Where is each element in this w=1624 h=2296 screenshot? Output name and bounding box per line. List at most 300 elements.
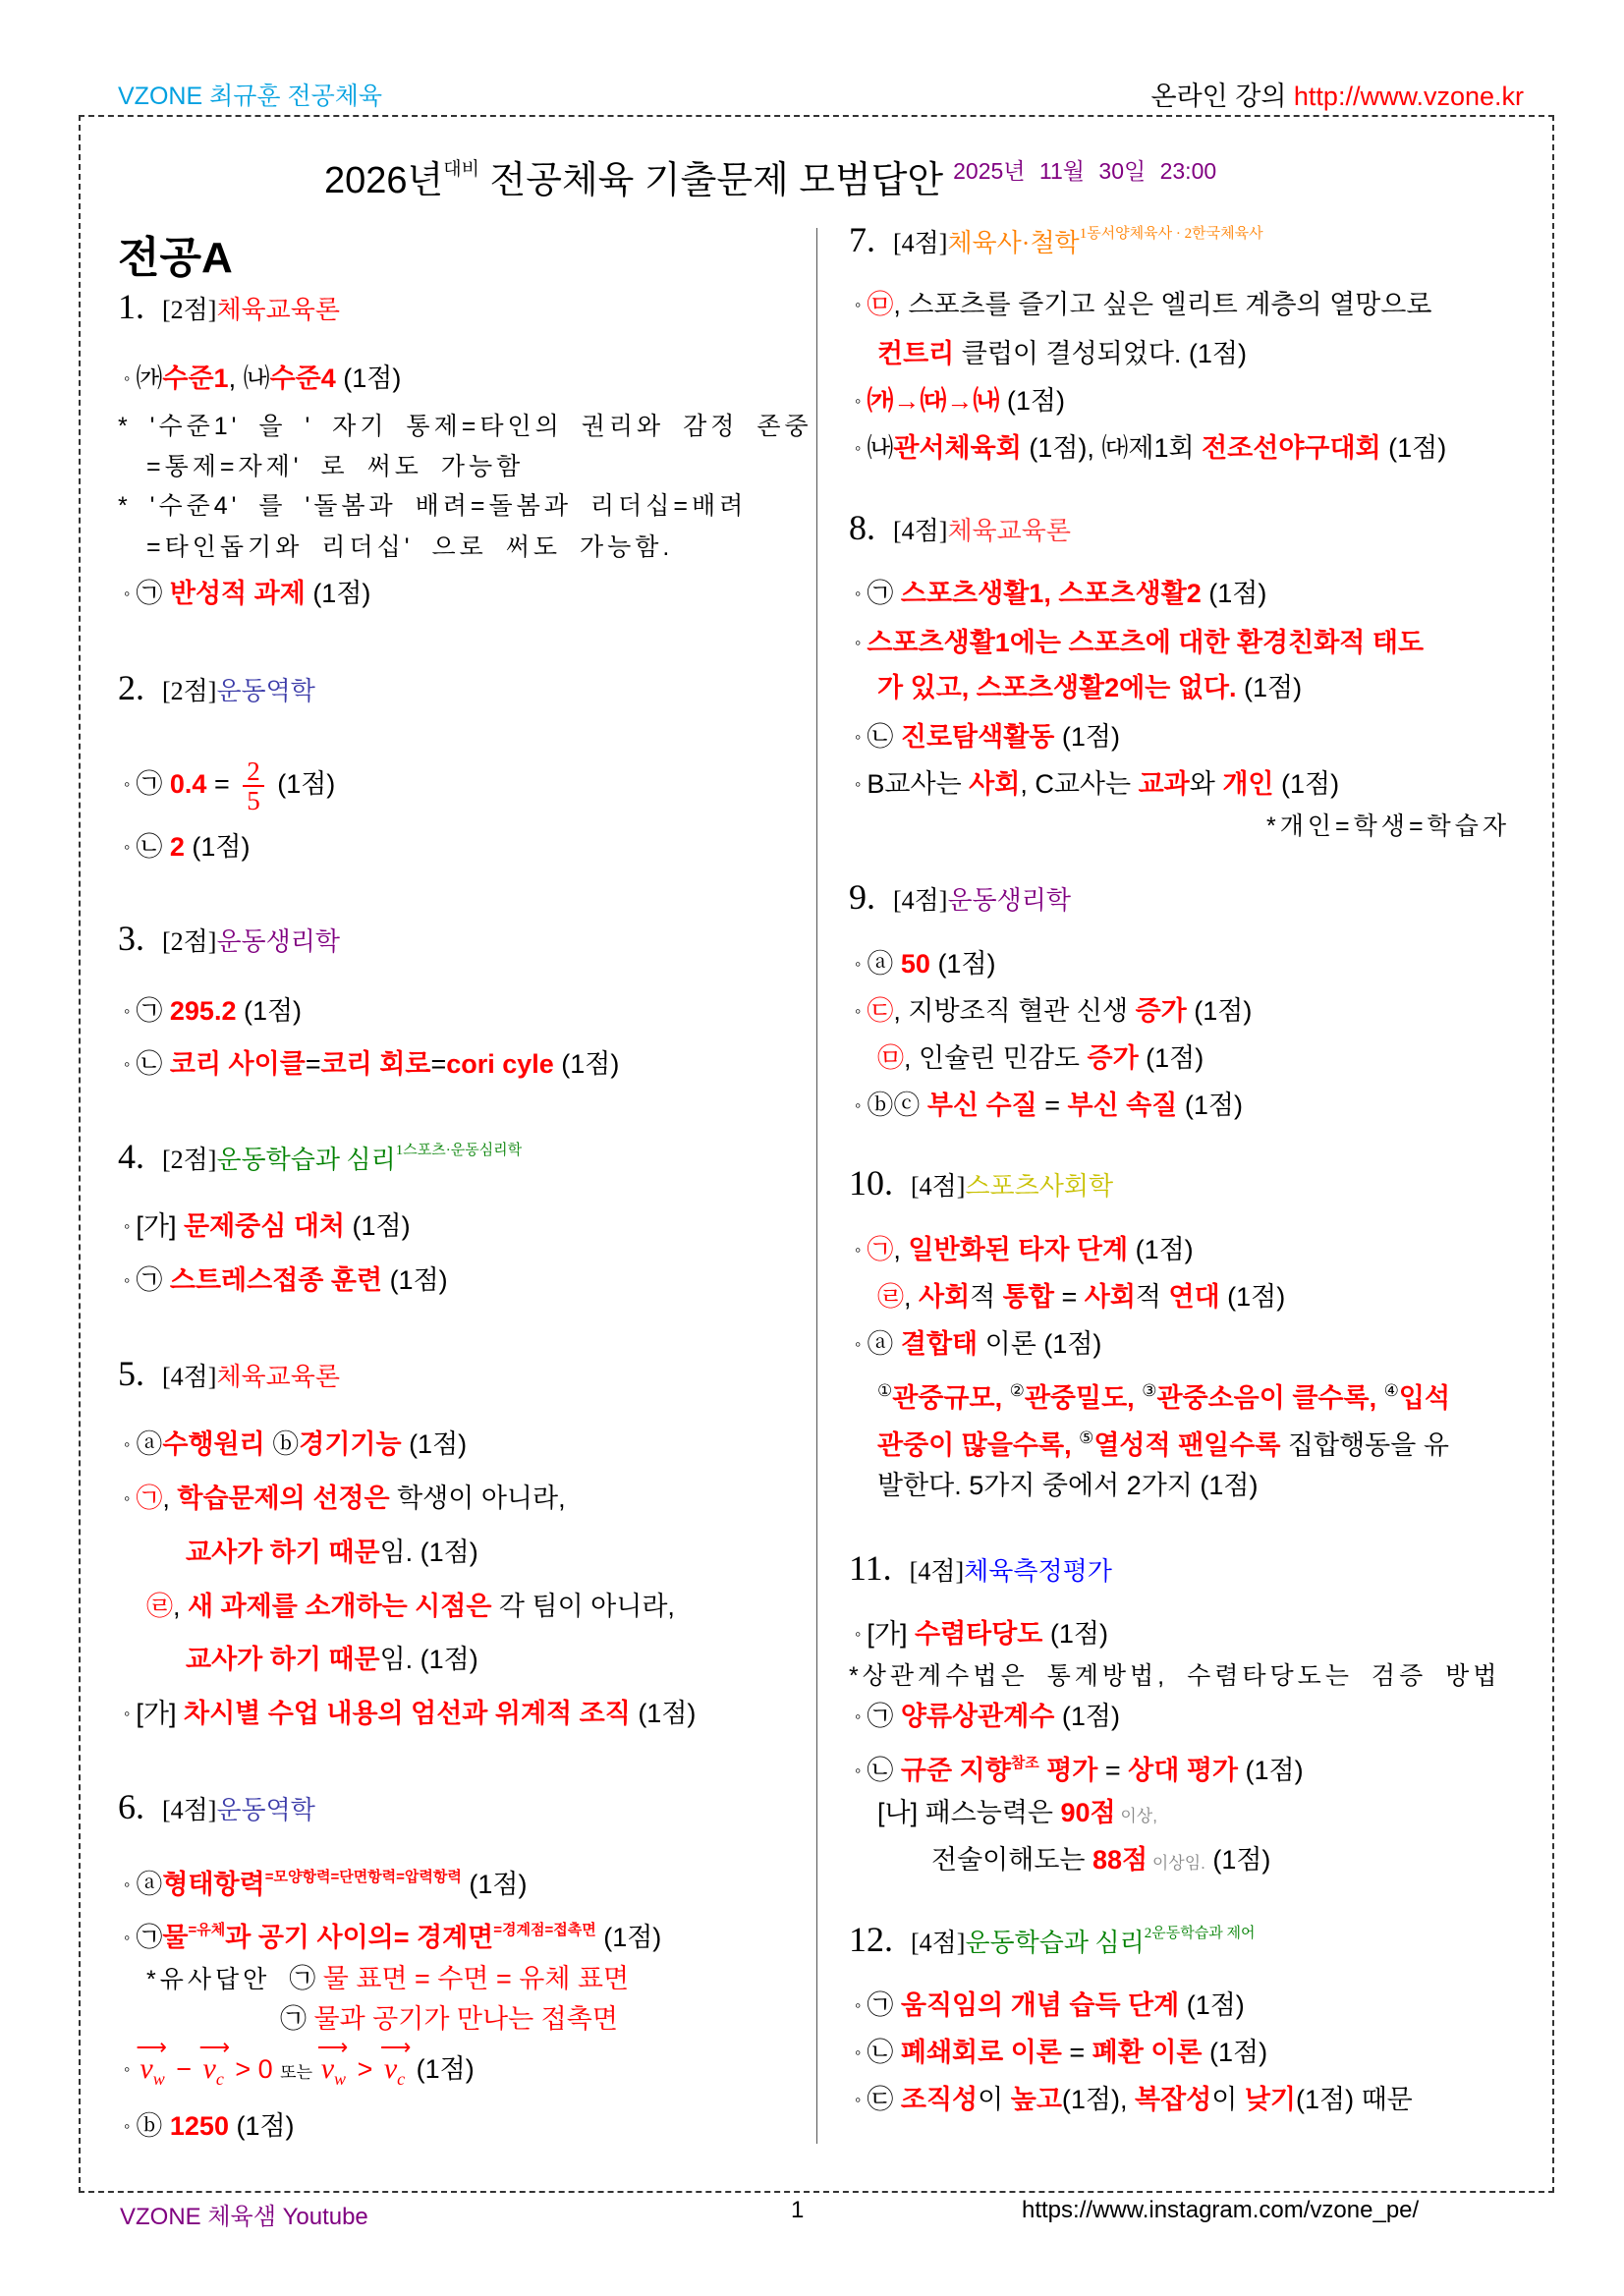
question-number: 7. bbox=[849, 220, 875, 259]
answer-line bbox=[1266, 808, 1510, 844]
answer-text: 제1회 bbox=[1128, 433, 1203, 463]
bullet-icon: ◦ bbox=[855, 2043, 862, 2062]
circled-marker: ⓐ bbox=[867, 949, 894, 979]
answer-line bbox=[931, 1842, 1270, 1881]
title-year: 2026년 bbox=[324, 160, 444, 201]
answer-text: (1점) bbox=[1186, 996, 1253, 1026]
question-points: [2점] bbox=[162, 677, 217, 705]
circled-marker: ㉡ bbox=[136, 1049, 163, 1079]
vector-symbol: v bbox=[140, 2052, 153, 2085]
answer-keyword: 사회 bbox=[919, 1282, 971, 1312]
answer-keyword: 규준 지향 bbox=[893, 1756, 1011, 1785]
answer-text-red: 물과 공기가 만나는 접촉면 bbox=[307, 2004, 618, 2034]
answer-line bbox=[124, 829, 251, 865]
answer-keyword: 0.4 bbox=[162, 769, 207, 800]
question-points: [4점] bbox=[909, 1557, 965, 1586]
question-subject: 운동학습과 심리 bbox=[216, 1146, 396, 1174]
answer-text: 학생이 아니라, bbox=[389, 1484, 566, 1513]
answer-keyword: 문제중심 대처 bbox=[183, 1211, 345, 1241]
answer-keyword: 통합 bbox=[1002, 1282, 1054, 1312]
velocity-vector bbox=[136, 2035, 167, 2097]
answer-text: (1점) bbox=[228, 2111, 295, 2141]
answer-text: (1점) bbox=[461, 1870, 528, 1899]
header-url-link[interactable]: http://www.vzone.kr bbox=[1293, 82, 1524, 111]
circled-marker: ㉠ bbox=[136, 1923, 163, 1952]
velocity-vector bbox=[379, 2035, 412, 2097]
circled-marker: ㈐ bbox=[1101, 433, 1129, 463]
answer-line bbox=[146, 1589, 675, 1624]
answer-text: , bbox=[904, 1282, 920, 1312]
answer-keyword: 전조선야구대회 bbox=[1202, 433, 1381, 463]
circled-marker: ㉠ bbox=[289, 1964, 316, 1993]
bullet-icon: ◦ bbox=[124, 2059, 131, 2079]
answer-text: (1점) bbox=[1204, 1845, 1271, 1875]
answer-text: , 스포츠를 즐기고 싶은 엘리트 계층의 열망으로 bbox=[893, 290, 1432, 319]
answer-keyword: 관서체육회 bbox=[893, 433, 1022, 463]
answer-line bbox=[877, 670, 1302, 705]
bullet-icon: ◦ bbox=[855, 1334, 862, 1354]
answer-line bbox=[124, 2108, 295, 2144]
answer-line bbox=[855, 2082, 1413, 2117]
bullet-icon: ◦ bbox=[124, 837, 131, 857]
answer-keyword: 폐환 이론 bbox=[1092, 2038, 1203, 2067]
bullet-icon: ◦ bbox=[124, 1270, 131, 1290]
answer-keyword: cori cyle bbox=[446, 1049, 554, 1079]
answer-text: [가] bbox=[136, 1699, 184, 1728]
answer-keyword: 높고 bbox=[1010, 2085, 1062, 2114]
circled-marker: ㉡ bbox=[867, 1756, 894, 1785]
title-date: 2025년 11월 30일 23:00 bbox=[953, 158, 1217, 184]
answer-line bbox=[877, 1421, 1449, 1463]
answer-text: (1점) bbox=[630, 1699, 697, 1728]
vector-symbol: v bbox=[320, 2052, 335, 2085]
circled-marker: ㉡ bbox=[136, 832, 163, 862]
answer-keyword: 관중규모, bbox=[892, 1383, 1010, 1413]
answer-keyword: 상대 평가 bbox=[1128, 1756, 1239, 1785]
bullet-icon: ◦ bbox=[855, 1995, 862, 2015]
circled-marker: ㉠ bbox=[867, 1990, 894, 2020]
circled-marker: ㉠ bbox=[136, 769, 163, 800]
question-number: 2. bbox=[118, 668, 144, 707]
answer-text: , bbox=[228, 364, 244, 393]
answer-text: , bbox=[893, 1235, 909, 1264]
fraction bbox=[243, 757, 264, 814]
question-number: 8. bbox=[849, 508, 875, 547]
answer-text: 클럽이 결성되었다. (1점) bbox=[954, 339, 1247, 368]
answer-keyword: 교사가 하기 때문 bbox=[186, 1538, 380, 1567]
answer-text: (1점) bbox=[1054, 722, 1120, 752]
question-heading bbox=[849, 1162, 1113, 1204]
note-text: * '수준4' 를 '돌봄과 배려=돌봄과 리더십=배려 bbox=[118, 492, 748, 520]
small-note: 이상임. bbox=[1148, 1854, 1205, 1873]
bullet-icon: ◦ bbox=[855, 1240, 862, 1260]
note-text: * '수준1' 을 ' 자기 통제=타인의 권리와 감정 존중 bbox=[118, 413, 812, 440]
answer-line bbox=[124, 1208, 411, 1244]
bullet-icon: ◦ bbox=[855, 1095, 862, 1115]
answer-text: , bbox=[173, 1592, 189, 1621]
answer-text: , 인슐린 민감도 bbox=[904, 1043, 1088, 1073]
answer-keyword: 연대 bbox=[1168, 1282, 1220, 1312]
answer-keyword: 개인 bbox=[1222, 769, 1274, 799]
answer-line bbox=[146, 1961, 629, 1997]
question-number: 6. bbox=[118, 1787, 144, 1826]
answer-line bbox=[855, 1232, 1194, 1267]
answer-keyword: 사회 bbox=[1084, 1282, 1136, 1312]
circled-number-marker: ③ bbox=[1142, 1381, 1157, 1400]
answer-keyword: 복잡성 bbox=[1135, 2085, 1212, 2114]
circled-marker: ㈏ bbox=[867, 433, 894, 463]
answer-text: (1점), bbox=[1021, 433, 1102, 463]
question-points: [2점] bbox=[162, 296, 217, 324]
question-number: 12. bbox=[849, 1920, 893, 1959]
bullet-icon: ◦ bbox=[124, 1928, 131, 1947]
vector-arrow-icon: ⟶ bbox=[198, 2035, 231, 2059]
question-heading bbox=[118, 918, 340, 959]
answer-text-red: > bbox=[350, 2054, 380, 2084]
bullet-icon: ◦ bbox=[124, 584, 131, 603]
answer-text: (1점) bbox=[184, 832, 251, 862]
circled-marker-red: ㉤ bbox=[867, 290, 894, 319]
answer-line bbox=[146, 529, 673, 565]
answer-line bbox=[855, 766, 1339, 802]
fraction-denominator: 5 bbox=[247, 786, 260, 815]
circled-marker: ㉠ bbox=[867, 579, 894, 608]
question-number: 3. bbox=[118, 919, 144, 958]
answer-text: (1점) bbox=[409, 2054, 475, 2084]
answer-keyword: 50 bbox=[893, 949, 930, 979]
bullet-icon: ◦ bbox=[124, 1216, 131, 1236]
answer-text-red: 물 표면 = 수면 = 유체 표면 bbox=[315, 1964, 630, 1993]
question-heading bbox=[849, 219, 1263, 260]
major-heading: 전공A bbox=[118, 234, 233, 282]
vector-arrow-icon: ⟶ bbox=[136, 2035, 167, 2059]
answer-text: (1점) bbox=[1219, 1282, 1286, 1312]
bullet-icon: ◦ bbox=[124, 774, 131, 795]
answer-line bbox=[877, 1373, 1450, 1416]
question-heading bbox=[849, 1919, 1255, 1960]
question-points: [4점] bbox=[893, 517, 948, 545]
answer-text: (1점), bbox=[1061, 2085, 1135, 2114]
answer-text: (1점) bbox=[999, 386, 1065, 416]
circled-marker: ⓐ bbox=[136, 1870, 163, 1899]
answer-text: , bbox=[162, 1484, 178, 1513]
answer-keyword: 반성적 과제 bbox=[162, 579, 306, 608]
answer-keyword: 90점 bbox=[1060, 1798, 1116, 1827]
answer-line bbox=[855, 1699, 1120, 1734]
question-points: [2점] bbox=[162, 927, 217, 956]
circled-marker-red: ㉣ bbox=[877, 1282, 904, 1312]
footer-youtube-link[interactable]: VZONE 체육샘 Youtube bbox=[120, 2204, 368, 2230]
title-text: 전공체육 기출문제 모범답안 bbox=[478, 160, 944, 201]
answer-keyword: 1250 bbox=[162, 2111, 229, 2141]
circled-marker: ⓐ bbox=[867, 1329, 894, 1359]
answer-line bbox=[855, 1746, 1304, 1788]
answer-line bbox=[877, 336, 1247, 371]
answer-keyword: 입석 bbox=[1398, 1383, 1451, 1413]
answer-text: (1점) bbox=[1236, 673, 1303, 702]
answer-keyword: 88점 bbox=[1092, 1845, 1148, 1875]
note-text: *유사답안 bbox=[146, 1966, 290, 1993]
answer-line bbox=[855, 1988, 1245, 2023]
question-number: 4. bbox=[118, 1137, 144, 1176]
answer-text: (1점) bbox=[1238, 1756, 1304, 1785]
circled-marker: ㉠ bbox=[136, 1265, 163, 1295]
answer-line bbox=[855, 576, 1266, 611]
answer-keyword: 일반화된 타자 단계 bbox=[908, 1235, 1129, 1264]
bullet-icon: ◦ bbox=[124, 1054, 131, 1074]
answer-text: [가] bbox=[136, 1211, 184, 1241]
answer-line bbox=[877, 1795, 1157, 1834]
answer-text: , C교사는 bbox=[1020, 769, 1139, 799]
answer-text: = bbox=[305, 1049, 321, 1079]
answer-keyword: 코리 회로 bbox=[320, 1049, 431, 1079]
answer-line bbox=[124, 1262, 448, 1298]
answer-text: = bbox=[206, 769, 238, 800]
answer-text: (1점) bbox=[236, 996, 303, 1026]
note-text: *개인=학생=학습자 bbox=[1266, 812, 1510, 840]
question-heading bbox=[118, 1786, 315, 1827]
small-note: 이상, bbox=[1115, 1807, 1157, 1825]
answer-line bbox=[118, 487, 747, 524]
vector-subscript: c bbox=[215, 2069, 224, 2089]
answer-keyword: 스포츠생활1, 스포츠생활2 bbox=[893, 579, 1202, 608]
bullet-icon: ◦ bbox=[124, 368, 131, 388]
answer-line bbox=[855, 430, 1446, 466]
answer-keyword: 교사가 하기 때문 bbox=[186, 1645, 380, 1674]
answer-text: 임. (1점) bbox=[379, 1538, 478, 1567]
answer-keyword: 관중이 많을수록, bbox=[877, 1430, 1080, 1460]
bullet-icon: ◦ bbox=[855, 584, 862, 603]
answer-line bbox=[124, 1860, 527, 1902]
answer-keyword: 수준1 bbox=[162, 364, 229, 393]
answer-line bbox=[124, 1696, 696, 1731]
question-number: 1. bbox=[118, 287, 144, 326]
header-online-lecture bbox=[1150, 75, 1524, 113]
answer-keyword: 움직임의 개념 습득 단계 bbox=[893, 1990, 1180, 2020]
answer-keyword: 조직성 bbox=[893, 2085, 979, 2114]
question-subject: 체육교육론 bbox=[216, 296, 341, 324]
answer-text: (1점) bbox=[1177, 1091, 1243, 1120]
answer-text-red: − bbox=[168, 2054, 199, 2084]
answer-text: (1점) bbox=[1138, 1043, 1204, 1073]
bullet-icon: ◦ bbox=[855, 2090, 862, 2109]
circled-marker: ㉢ bbox=[867, 2085, 894, 2114]
answer-line bbox=[186, 1535, 478, 1570]
question-subject: 스포츠사회학 bbox=[965, 1172, 1114, 1201]
answer-line bbox=[877, 1468, 1258, 1503]
bullet-icon: ◦ bbox=[855, 1624, 862, 1644]
answer-text: 이론 (1점) bbox=[978, 1329, 1102, 1359]
answer-text: (1점) bbox=[595, 1923, 662, 1952]
answer-text: 와 bbox=[1189, 769, 1223, 799]
circled-marker: ⓑⓒ bbox=[867, 1091, 921, 1120]
answer-text: 발한다. 5가지 중에서 2가지 (1점) bbox=[877, 1471, 1259, 1500]
answer-keyword: 컨트리 bbox=[877, 339, 955, 368]
answer-keyword: 교과 bbox=[1138, 769, 1190, 799]
question-heading bbox=[118, 1136, 522, 1177]
answer-line bbox=[877, 1040, 1204, 1076]
answer-line bbox=[855, 1088, 1243, 1123]
question-subject: 운동역학 bbox=[216, 677, 315, 705]
answer-line bbox=[855, 1326, 1101, 1362]
answer-keyword: 학습문제의 선정은 bbox=[177, 1484, 390, 1513]
answer-text: 임. (1점) bbox=[379, 1645, 478, 1674]
answer-text: 이 bbox=[978, 2085, 1011, 2114]
answer-keyword: 가 있고, 스포츠생활2에는 없다. bbox=[877, 673, 1237, 702]
circled-marker-red: ㉠ bbox=[867, 1235, 894, 1264]
answer-keyword: 폐쇄회로 이론 bbox=[893, 2038, 1062, 2067]
answer-text: (1점) bbox=[1179, 1990, 1245, 2020]
circled-marker-red: ㉣ bbox=[146, 1592, 173, 1621]
answer-text: (1점) bbox=[553, 1049, 620, 1079]
vector-symbol: v bbox=[202, 2052, 216, 2085]
answer-line bbox=[855, 383, 1065, 419]
circled-number-marker: ② bbox=[1009, 1381, 1025, 1400]
vector-subscript: w bbox=[152, 2069, 165, 2089]
question-number: 11. bbox=[849, 1548, 892, 1588]
bullet-icon: ◦ bbox=[855, 727, 862, 747]
page-number: 1 bbox=[791, 2197, 805, 2223]
answer-line bbox=[855, 946, 996, 981]
circled-marker: ㉠ bbox=[136, 996, 163, 1026]
question-number: 9. bbox=[849, 877, 875, 917]
bullet-icon: ◦ bbox=[124, 1434, 131, 1454]
question-heading bbox=[118, 1353, 340, 1394]
question-subject: 운동역학 bbox=[216, 1796, 315, 1824]
vector-arrow-icon: ⟶ bbox=[379, 2035, 412, 2059]
answer-line bbox=[855, 625, 1424, 660]
answer-line bbox=[124, 1046, 619, 1082]
column-divider bbox=[816, 228, 817, 2144]
question-subject: 체육사·철학 bbox=[947, 229, 1080, 257]
circled-marker: ㉡ bbox=[867, 722, 894, 752]
answer-keyword: 진로탐색활동 bbox=[893, 722, 1055, 752]
answer-text: (1점) bbox=[305, 579, 371, 608]
answer-line bbox=[855, 1616, 1108, 1652]
vector-subscript: c bbox=[397, 2069, 406, 2089]
answer-text: (1점) bbox=[929, 949, 996, 979]
bullet-icon: ◦ bbox=[124, 1488, 131, 1508]
answer-text: (1점) bbox=[344, 1211, 411, 1241]
answer-text: , 지방조직 혈관 신생 bbox=[893, 996, 1136, 1026]
bullet-icon: ◦ bbox=[124, 1001, 131, 1021]
answer-keyword: 사회 bbox=[969, 769, 1021, 799]
answer-keyword: 코리 사이클 bbox=[162, 1049, 306, 1079]
header-label: 온라인 강의 bbox=[1150, 82, 1294, 111]
answer-keyword: 평가 bbox=[1038, 1756, 1098, 1785]
subject-note: 1스포츠·운동심리학 bbox=[395, 1143, 523, 1158]
answer-keyword: 과 공기 사이의= 경계면 bbox=[225, 1923, 494, 1952]
answer-text: [가] bbox=[867, 1619, 915, 1649]
answer-line bbox=[855, 2035, 1267, 2070]
question-points: [4점] bbox=[162, 1796, 217, 1824]
answer-line bbox=[124, 757, 335, 814]
circled-marker: ⓑ bbox=[272, 1429, 300, 1459]
circled-marker: ⓑ bbox=[136, 2111, 163, 2141]
answer-keyword: 스트레스접종 훈련 bbox=[162, 1265, 383, 1295]
question-subject: 운동생리학 bbox=[216, 927, 341, 956]
bullet-icon: ◦ bbox=[855, 1001, 862, 1021]
answer-keyword: 물 bbox=[162, 1923, 189, 1952]
small-text: 또는 bbox=[280, 2063, 317, 2082]
circled-marker: ㈏ bbox=[243, 364, 270, 393]
question-heading bbox=[118, 667, 315, 708]
bullet-icon: ◦ bbox=[124, 1875, 131, 1894]
answer-keyword: 관중밀도, bbox=[1024, 1383, 1143, 1413]
bullet-icon: ◦ bbox=[855, 295, 862, 314]
answer-text: (1점) bbox=[1128, 1235, 1194, 1264]
question-heading bbox=[849, 876, 1071, 918]
answer-keyword: ㈎→㈐→㈏ bbox=[867, 386, 1000, 416]
answer-keyword: 부신 속질 bbox=[1067, 1091, 1178, 1120]
answer-keyword: 차시별 수업 내용의 엄선과 위계적 조직 bbox=[183, 1699, 631, 1728]
answer-superscript-note: =모양항력=단면항력=압력항력 bbox=[264, 1869, 462, 1885]
circled-marker: ㉠ bbox=[867, 1702, 894, 1731]
circled-marker: ㉠ bbox=[136, 579, 163, 608]
answer-superscript-note: 참조 bbox=[1010, 1755, 1039, 1771]
bullet-icon: ◦ bbox=[855, 1761, 862, 1780]
answer-keyword: 경기기능 bbox=[299, 1429, 402, 1459]
answer-line bbox=[855, 993, 1252, 1029]
answer-line bbox=[124, 993, 302, 1029]
answer-text: (1점) 때문 bbox=[1296, 2085, 1413, 2114]
answer-text: [나] 패스능력은 bbox=[877, 1798, 1061, 1827]
answer-text: (1점) bbox=[1202, 2038, 1268, 2067]
question-heading bbox=[118, 286, 340, 327]
answer-text: = bbox=[430, 1049, 447, 1079]
answer-text: 전술이해도는 bbox=[931, 1845, 1092, 1875]
answer-line bbox=[124, 1427, 467, 1462]
question-points: [4점] bbox=[911, 1172, 966, 1201]
answer-text: B교사는 bbox=[867, 769, 970, 799]
bullet-icon: ◦ bbox=[124, 1704, 131, 1723]
answer-text: 적 bbox=[1135, 1282, 1169, 1312]
circled-number-marker: ① bbox=[877, 1381, 893, 1400]
question-number: 5. bbox=[118, 1354, 144, 1393]
bullet-icon: ◦ bbox=[124, 2116, 131, 2136]
answer-keyword: 295.2 bbox=[162, 996, 237, 1026]
question-heading bbox=[849, 1547, 1112, 1589]
answer-text: (1점) bbox=[1054, 1702, 1120, 1731]
answer-text: (1점) bbox=[1380, 433, 1447, 463]
bullet-icon: ◦ bbox=[855, 954, 862, 974]
answer-line bbox=[849, 1657, 1500, 1694]
question-points: [2점] bbox=[162, 1146, 217, 1174]
question-number: 10. bbox=[849, 1163, 893, 1203]
answer-keyword: 부신 수질 bbox=[920, 1091, 1037, 1120]
bullet-icon: ◦ bbox=[855, 438, 862, 458]
question-heading bbox=[849, 507, 1071, 548]
note-text: =타인돕기와 리더십' 으로 써도 가능함. bbox=[146, 533, 674, 561]
answer-text: (1점) bbox=[335, 364, 402, 393]
answer-line bbox=[124, 576, 370, 611]
answer-line bbox=[124, 1913, 661, 1955]
answer-text: 적 bbox=[970, 1282, 1003, 1312]
bullet-icon: ◦ bbox=[855, 633, 862, 652]
header-brand: VZONE 최규훈 전공체육 bbox=[118, 83, 383, 110]
circled-marker-red: ㉤ bbox=[877, 1043, 904, 1073]
velocity-vector bbox=[198, 2035, 231, 2097]
circled-marker: ㉠ bbox=[280, 2004, 307, 2034]
answer-keyword: 증가 bbox=[1135, 996, 1187, 1026]
question-points: [4점] bbox=[162, 1363, 217, 1391]
footer-instagram-link[interactable]: https://www.instagram.com/vzone_pe/ bbox=[1022, 2197, 1420, 2223]
answer-keyword: 낮기 bbox=[1244, 2085, 1297, 2114]
circled-marker: ㉡ bbox=[867, 2038, 894, 2067]
answer-text: 집합행동을 유 bbox=[1280, 1430, 1449, 1460]
question-points: [4점] bbox=[911, 1929, 966, 1957]
answer-text: 이 bbox=[1211, 2085, 1245, 2114]
